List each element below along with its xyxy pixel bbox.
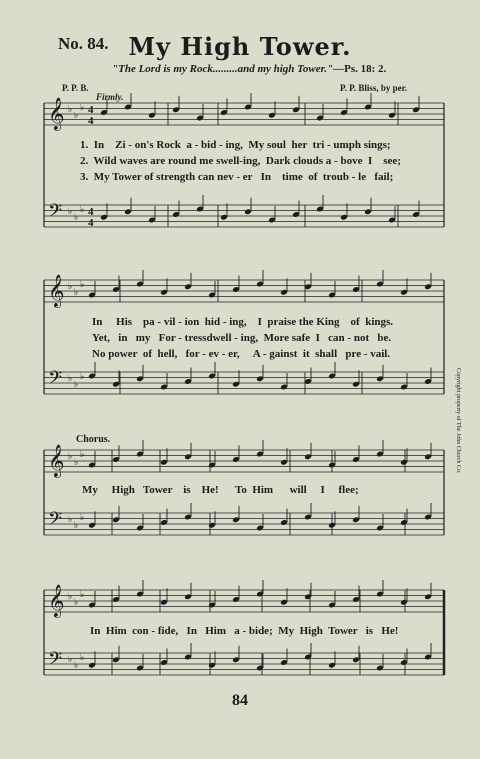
verse-2-line-a: 2. Wild waves are round me swell-ing, Dark clouds a - bove I see; — [80, 155, 401, 167]
key-flat: ♭ — [74, 213, 79, 223]
key-flat: ♭ — [68, 207, 73, 217]
key-flat: ♭ — [80, 372, 85, 382]
key-flat: ♭ — [74, 288, 79, 298]
copyright-notice: Copyright property of The John Church Co. — [455, 368, 461, 474]
key-flat: ♭ — [80, 205, 85, 215]
composer-credit: P. P. Bliss, by per. — [340, 83, 408, 93]
verse-1-line-a: 1. In Zi - on's Rock a - bid - ing, My soul her tri - umph sings; — [80, 139, 391, 151]
key-flat: ♭ — [74, 111, 79, 121]
tempo-marking: Firmly. — [96, 92, 124, 102]
key-flat: ♭ — [68, 592, 73, 602]
treble-clef: 𝄞 — [48, 444, 65, 477]
chorus-line-2: In Him con - fide, In Him a - bide; My High Tower is He! — [90, 625, 399, 637]
time-signature-bottom: 4 — [88, 115, 94, 127]
key-flat: ♭ — [80, 653, 85, 663]
treble-clef: 𝄞 — [48, 274, 65, 307]
time-signature-top: 4 — [88, 104, 94, 116]
key-flat: ♭ — [68, 515, 73, 525]
lyricist-initials: P. P. B. — [62, 83, 89, 93]
key-flat: ♭ — [68, 655, 73, 665]
key-flat: ♭ — [74, 661, 79, 671]
verse-3-line-a: 3. My Tower of strength can nev - er In time of troub - le fail; — [80, 171, 394, 183]
epigraph-reference: —Ps. 18: 2. — [333, 63, 387, 75]
key-flat: ♭ — [80, 280, 85, 290]
chorus-label: Chorus. — [76, 434, 111, 445]
key-flat: ♭ — [74, 380, 79, 390]
epigraph-text: "The Lord is my Rock.........and my high Tower." — [112, 63, 334, 75]
key-flat: ♭ — [68, 105, 73, 115]
hymn-title: My High Tower. — [128, 32, 352, 61]
key-flat: ♭ — [80, 450, 85, 460]
key-flat: ♭ — [80, 103, 85, 113]
treble-clef: 𝄞 — [48, 584, 65, 617]
verse-2-line-b: Yet, in my For - tressdwell - ing, More safe I can - not be. — [92, 332, 392, 344]
key-flat: ♭ — [80, 590, 85, 600]
key-flat: ♭ — [68, 374, 73, 384]
verse-3-line-b: No power of hell, for - ev - er, A - gainst it shall pre - vail. — [92, 348, 391, 360]
bass-clef: 𝄢 — [48, 201, 63, 226]
key-flat: ♭ — [80, 513, 85, 523]
key-flat: ♭ — [68, 452, 73, 462]
bass-clef: 𝄢 — [48, 509, 63, 534]
bass-clef: 𝄢 — [48, 368, 63, 393]
key-flat: ♭ — [74, 598, 79, 608]
bass-clef: 𝄢 — [48, 649, 63, 674]
treble-clef: 𝄞 — [48, 97, 65, 130]
chorus-line-1: My High Tower is He! To Him will I flee; — [82, 484, 359, 496]
key-flat: ♭ — [74, 521, 79, 531]
verse-1-line-b: In His pa - vil - ion hid - ing, I praise the King of kings. — [92, 316, 394, 328]
page-number: 84 — [232, 692, 248, 709]
time-signature-bottom: 4 — [88, 217, 94, 229]
key-flat: ♭ — [68, 282, 73, 292]
hymn-number: No. 84. — [58, 34, 109, 53]
time-signature-top: 4 — [88, 206, 94, 218]
key-flat: ♭ — [74, 458, 79, 468]
